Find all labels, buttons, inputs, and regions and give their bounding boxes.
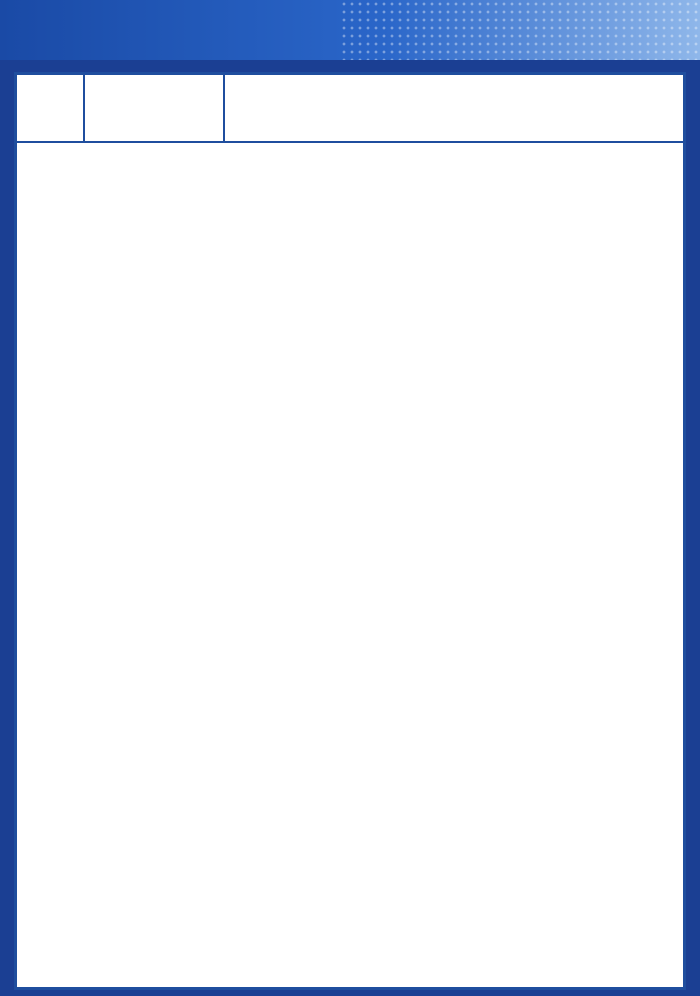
major-table bbox=[14, 72, 686, 990]
header-name bbox=[85, 75, 225, 141]
header-no bbox=[17, 75, 85, 141]
page-header bbox=[0, 0, 700, 60]
header-desc bbox=[225, 75, 683, 141]
header-dot-pattern bbox=[340, 0, 700, 60]
table-header bbox=[17, 75, 683, 143]
